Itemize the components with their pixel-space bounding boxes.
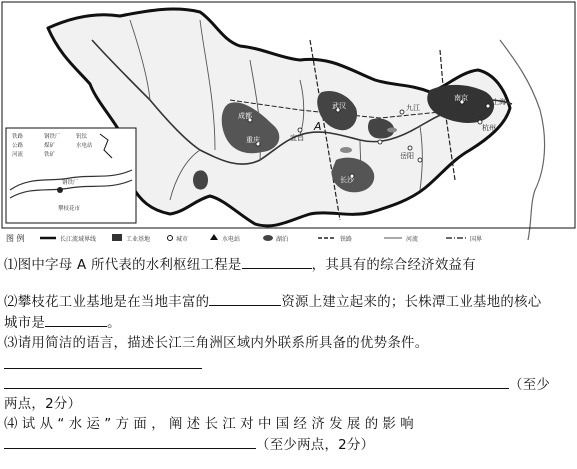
city-label: 岳阳 — [400, 152, 414, 160]
question-1 — [4, 254, 476, 276]
legend-item: 水电站 — [222, 236, 241, 243]
city-label: 上海 — [492, 98, 506, 106]
legend-title: 图 例 — [6, 234, 25, 243]
question-2-line-2 — [4, 312, 121, 334]
inset-legend-item: 公路 — [12, 143, 24, 149]
point-a-label: A — [314, 120, 322, 133]
q3-note-a: （至少 — [509, 378, 551, 393]
legend-item: 城市 — [176, 236, 189, 243]
q2-answer-blank-2[interactable] — [45, 312, 107, 327]
question-4-answer-line — [4, 434, 374, 456]
inset-legend-item: 铁矿 — [44, 152, 56, 158]
q1-text-b: ，其具有的综合经济效益有 — [311, 258, 476, 273]
question-4 — [4, 414, 418, 435]
q4-answer-blank[interactable] — [4, 434, 256, 449]
q1-answer-blank-1[interactable] — [242, 254, 312, 269]
inset-legend-item: 煤矿 — [44, 143, 56, 149]
q4-text: ⑷试从“水运”方面，阐述长江对中国经济发展的影响 — [4, 417, 419, 432]
city-label: 武汉 — [332, 102, 346, 110]
q2-text-c: 城市是 — [4, 316, 46, 331]
legend-item: 河流 — [406, 236, 419, 243]
legend-item: 长江流域界线 — [60, 236, 97, 243]
city-label: 重庆 — [246, 136, 260, 144]
question-3-answer-line-1 — [4, 354, 202, 376]
inset-label: 攀枝花市 — [58, 206, 81, 212]
q2-text-a: ⑵攀枝花工业基地是在当地丰富的 — [4, 295, 210, 310]
question-2 — [4, 291, 541, 313]
inset-legend-item: 钒钛 — [76, 134, 88, 140]
inset-label: 钢铁厂 — [62, 180, 79, 186]
city-label: 宜昌 — [290, 134, 304, 142]
city-label: 长沙 — [340, 176, 354, 184]
question-3-note — [4, 394, 81, 415]
q3-answer-blank-2[interactable] — [4, 374, 509, 389]
q2-text-b: 资源上建立起来的；长株潭工业基地的核心 — [281, 295, 542, 310]
q2-text-d: 。 — [107, 316, 121, 331]
legend-item: 工业基地 — [126, 236, 151, 243]
q1-text-a: ⑴图中字母 A 所代表的水利枢纽工程是 — [4, 258, 242, 273]
legend-item: 铁路 — [340, 236, 353, 243]
q3-text: ⑶请用简洁的语言，描述长江三角洲区域内外联系所具备的优势条件。 — [4, 336, 429, 351]
lake — [340, 147, 352, 153]
legend-item: 国界 — [470, 236, 483, 243]
city-label: 杭州 — [482, 124, 496, 132]
question-3-answer-line-2 — [4, 374, 550, 396]
city-label: 九江 — [406, 104, 420, 112]
question-3 — [4, 333, 428, 354]
lake — [387, 128, 397, 133]
inset-legend-item: 河流 — [12, 152, 24, 158]
q3-note-b: 两点，2分） — [4, 397, 82, 412]
inset-legend-item: 钢铁厂 — [44, 134, 61, 140]
legend-item: 湖泊 — [276, 236, 289, 243]
q3-answer-blank-1[interactable] — [4, 354, 202, 369]
q4-note: （至少两点，2分） — [256, 438, 375, 453]
industrial-base-hunan — [193, 170, 208, 189]
inset-panzhihua-map — [6, 128, 136, 223]
inset-legend-item: 水电站 — [76, 143, 93, 149]
q2-answer-blank-1[interactable] — [209, 291, 281, 306]
city-label: 南京 — [454, 94, 468, 102]
city-label: 成都 — [238, 112, 252, 120]
inset-legend-item: 铁路 — [12, 134, 24, 140]
